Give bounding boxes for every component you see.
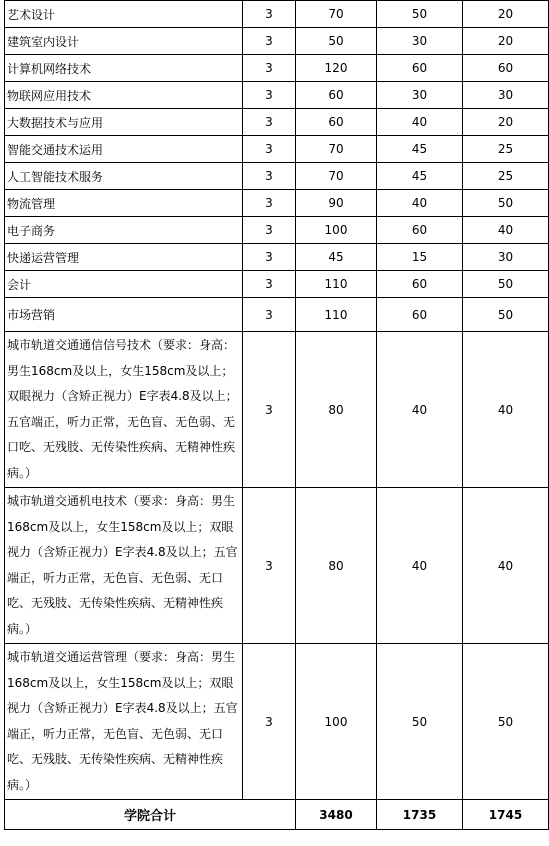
- years-cell: 3: [243, 271, 296, 298]
- years-cell: 3: [243, 163, 296, 190]
- years-cell: 3: [243, 190, 296, 217]
- major-name: 物流管理: [5, 190, 243, 217]
- table-row: [5, 488, 549, 644]
- quota-b-cell: 25: [463, 136, 549, 163]
- quota-a-cell: 50: [377, 644, 463, 800]
- quota-b-cell: 20: [463, 28, 549, 55]
- quota-a-cell: 60: [377, 271, 463, 298]
- table-row: [5, 109, 549, 136]
- summary-quota-b: 1745: [463, 800, 549, 830]
- years-cell: 3: [243, 217, 296, 244]
- quota-b-cell: 50: [463, 271, 549, 298]
- enrollment-plan-table: [4, 0, 549, 830]
- major-name: 物联网应用技术: [5, 82, 243, 109]
- quota-b-cell: 20: [463, 109, 549, 136]
- major-name: 市场营销: [5, 298, 243, 332]
- total-cell: 110: [296, 271, 377, 298]
- quota-b-cell: 30: [463, 82, 549, 109]
- years-cell: 3: [243, 1, 296, 28]
- years-cell: 3: [243, 488, 296, 644]
- total-cell: 50: [296, 28, 377, 55]
- total-cell: 60: [296, 82, 377, 109]
- summary-total: 3480: [296, 800, 377, 830]
- quota-a-cell: 60: [377, 217, 463, 244]
- major-name: 大数据技术与应用: [5, 109, 243, 136]
- years-cell: 3: [243, 332, 296, 488]
- quota-a-cell: 30: [377, 28, 463, 55]
- total-cell: 70: [296, 1, 377, 28]
- total-cell: 100: [296, 217, 377, 244]
- table-row: [5, 136, 549, 163]
- quota-a-cell: 15: [377, 244, 463, 271]
- major-name: 计算机网络技术: [5, 55, 243, 82]
- total-cell: 80: [296, 332, 377, 488]
- table-row: [5, 1, 549, 28]
- quota-b-cell: 50: [463, 298, 549, 332]
- quota-a-cell: 40: [377, 332, 463, 488]
- table-row: [5, 298, 549, 332]
- total-cell: 70: [296, 163, 377, 190]
- table-row: [5, 55, 549, 82]
- quota-b-cell: 50: [463, 190, 549, 217]
- total-cell: 100: [296, 644, 377, 800]
- major-name: 人工智能技术服务: [5, 163, 243, 190]
- major-name-with-requirements: 城市轨道交通通信信号技术（要求：身高：男生168cm及以上，女生158cm及以上；双眼视力（含矫正视力）E字表4.8及以上；五官端正，听力正常，无色盲、无色弱、无口吃、无残肢、无传染性疾病、无精神性疾病。）: [5, 332, 243, 488]
- major-name: 建筑室内设计: [5, 28, 243, 55]
- quota-a-cell: 30: [377, 82, 463, 109]
- summary-label: 学院合计: [5, 800, 296, 830]
- years-cell: 3: [243, 28, 296, 55]
- total-cell: 110: [296, 298, 377, 332]
- years-cell: 3: [243, 55, 296, 82]
- quota-b-cell: 30: [463, 244, 549, 271]
- quota-a-cell: 60: [377, 55, 463, 82]
- total-cell: 80: [296, 488, 377, 644]
- total-cell: 45: [296, 244, 377, 271]
- table-row: [5, 163, 549, 190]
- quota-b-cell: 40: [463, 332, 549, 488]
- quota-b-cell: 25: [463, 163, 549, 190]
- years-cell: 3: [243, 82, 296, 109]
- total-cell: 70: [296, 136, 377, 163]
- quota-a-cell: 45: [377, 163, 463, 190]
- total-cell: 60: [296, 109, 377, 136]
- table-row: [5, 332, 549, 488]
- quota-b-cell: 40: [463, 488, 549, 644]
- major-name: 艺术设计: [5, 1, 243, 28]
- years-cell: 3: [243, 109, 296, 136]
- major-name: 快递运营管理: [5, 244, 243, 271]
- major-name-with-requirements: 城市轨道交通运营管理（要求：身高：男生168cm及以上，女生158cm及以上；双眼视力（含矫正视力）E字表4.8及以上；五官端正，听力正常，无色盲、无色弱、无口吃、无残肢、无传染性疾病、无精神性疾病。）: [5, 644, 243, 800]
- years-cell: 3: [243, 244, 296, 271]
- quota-a-cell: 40: [377, 190, 463, 217]
- major-name: 会计: [5, 271, 243, 298]
- table-row: [5, 82, 549, 109]
- years-cell: 3: [243, 298, 296, 332]
- quota-b-cell: 40: [463, 217, 549, 244]
- quota-b-cell: 50: [463, 644, 549, 800]
- total-cell: 120: [296, 55, 377, 82]
- table-row: [5, 271, 549, 298]
- table-row: [5, 644, 549, 800]
- quota-a-cell: 40: [377, 488, 463, 644]
- quota-a-cell: 45: [377, 136, 463, 163]
- major-name: 电子商务: [5, 217, 243, 244]
- quota-a-cell: 50: [377, 1, 463, 28]
- years-cell: 3: [243, 644, 296, 800]
- quota-a-cell: 60: [377, 298, 463, 332]
- table-row: [5, 244, 549, 271]
- major-name: 智能交通技术运用: [5, 136, 243, 163]
- summary-row: [5, 800, 549, 830]
- quota-b-cell: 20: [463, 1, 549, 28]
- quota-a-cell: 40: [377, 109, 463, 136]
- years-cell: 3: [243, 136, 296, 163]
- major-name-with-requirements: 城市轨道交通机电技术（要求：身高：男生168cm及以上，女生158cm及以上；双眼视力（含矫正视力）E字表4.8及以上；五官端正，听力正常，无色盲、无色弱、无口吃、无残肢、无传染性疾病、无精神性疾病。）: [5, 488, 243, 644]
- table-row: [5, 217, 549, 244]
- quota-b-cell: 60: [463, 55, 549, 82]
- table-row: [5, 28, 549, 55]
- summary-quota-a: 1735: [377, 800, 463, 830]
- table-row: [5, 190, 549, 217]
- total-cell: 90: [296, 190, 377, 217]
